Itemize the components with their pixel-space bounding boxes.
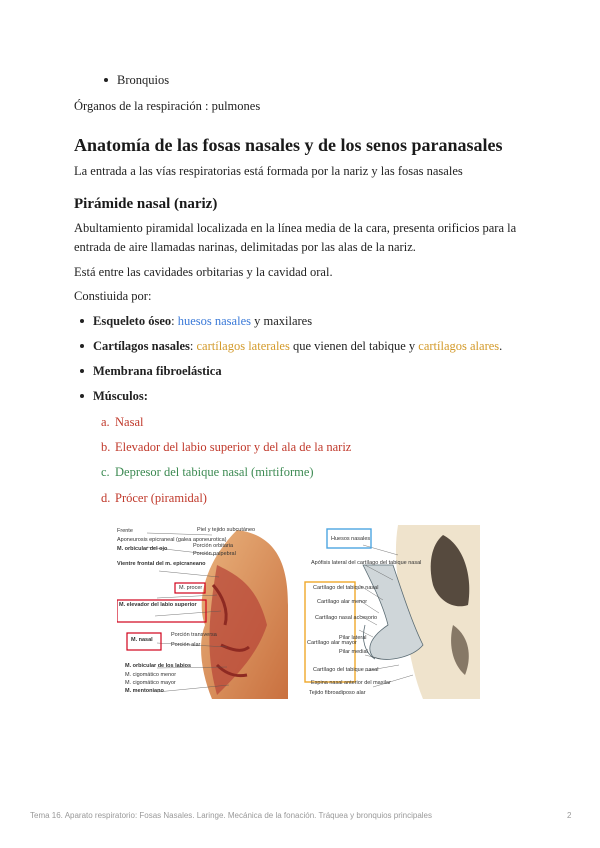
paragraph-line: entrada de aire llamadas narinas, delimitadas por las alas de la nariz. <box>74 240 416 254</box>
fig-label: M. procer <box>179 585 203 591</box>
organs-line: Órganos de la respiración : pulmones <box>74 99 261 113</box>
list-marker: c. <box>101 465 110 479</box>
fig-label: M. cigomático menor <box>125 672 177 678</box>
muscle-item <box>101 438 351 457</box>
muscle-name: Elevador del labio superior y del ala de la nariz <box>115 440 352 454</box>
fig-label: Aponeurosis epicraneal (galea aponeurotica) <box>117 537 227 543</box>
page-number: 2 <box>567 811 572 820</box>
fig-label: Vientre frontal del m. epicraneano <box>117 561 206 567</box>
bold-term: Músculos: <box>93 389 148 403</box>
link-cartilagos-alares[interactable]: cartílagos alares <box>418 339 500 353</box>
bullet-marker <box>80 319 84 323</box>
fig-label: Porción alar <box>171 642 201 648</box>
muscle-name: Depresor del tabique nasal (mirtiforme) <box>115 465 314 479</box>
fig-label: M. cigomático mayor <box>125 680 176 686</box>
paragraph: Constiuida por: <box>74 289 152 303</box>
bullet-bronquios <box>104 71 169 90</box>
section-intro: La entrada a las vías respiratorias está formada por la nariz y las fosas nasales <box>74 164 463 178</box>
separator: : <box>171 314 178 328</box>
muscle-item <box>101 413 143 432</box>
fig-label: Apófisis lateral del cartílago del tabique nasal <box>311 560 422 566</box>
bullet-text: Bronquios <box>117 73 170 87</box>
text: y maxilares <box>250 314 313 328</box>
list-item-esqueleto <box>80 312 312 331</box>
list-marker: d. <box>101 491 111 505</box>
list-item-membrana <box>80 362 222 381</box>
footer-text: Tema 16. Aparato respiratorio: Fosas Nasales. Laringe. Mecánica de la fonación. Tráquea y bronquios principales <box>30 811 433 820</box>
link-huesos-nasales[interactable]: huesos nasales <box>177 314 251 328</box>
subsection-title: Pirámide nasal (nariz) <box>74 196 218 212</box>
fig-label: Cartílago del tabique nasal <box>313 667 379 673</box>
fig-label: Piel y tejido subcutáneo <box>197 527 256 533</box>
fig-label: M. nasal <box>131 637 153 643</box>
list-marker: b. <box>101 440 111 454</box>
text: que vienen del tabique y <box>289 339 419 353</box>
list-marker: a. <box>101 415 110 429</box>
link-cartilagos-laterales[interactable]: cartílagos laterales <box>196 339 290 353</box>
nasal-cartilages-illustration <box>303 525 480 699</box>
muscle-item <box>101 463 314 482</box>
fig-label: Pilar lateral <box>339 635 367 641</box>
bullet-marker <box>80 344 84 348</box>
text: . <box>499 339 503 353</box>
bullet-marker <box>104 78 108 82</box>
fig-label: Cartílago del tabique nasal <box>313 585 379 591</box>
bold-term: Membrana fibroelástica <box>93 364 222 378</box>
fig-label: Tejido fibroadiposo alar <box>309 690 366 696</box>
fig-label: Cartílago nasal accesorio <box>315 615 378 621</box>
fig-label: Espina nasal anterior del maxilar <box>311 680 391 686</box>
fig-label: Cartílago alar menor <box>317 599 368 605</box>
fig-label: Porción transversa <box>171 632 217 638</box>
fig-label: M. elevador del labio superior <box>119 602 197 608</box>
facial-muscles-illustration <box>117 525 288 699</box>
paragraph-line: Abultamiento piramidal localizada en la línea media de la cara, presenta orificios para la <box>74 221 517 235</box>
fig-label: Cartílago alar mayor <box>307 640 357 646</box>
fig-label: M. mentoniano <box>125 688 164 694</box>
fig-label: M. orbicular del ojo <box>117 546 168 552</box>
section-title: Anatomía de las fosas nasales y de los senos paranasales <box>74 135 503 155</box>
muscle-name: Nasal <box>115 415 144 429</box>
bullet-marker <box>80 369 84 373</box>
fig-label: Porción orbitaria <box>193 543 234 549</box>
fig-label: Huesos nasales <box>331 536 371 542</box>
muscle-name: Prócer (piramidal) <box>115 491 207 505</box>
fig-label: Porción palpebral <box>193 551 236 557</box>
bold-term: Esqueleto óseo <box>93 314 172 328</box>
fig-label: M. orbicular de los labios <box>125 663 192 669</box>
list-item-cartilagos <box>80 337 502 356</box>
list-item-musculos <box>80 387 148 406</box>
bullet-marker <box>80 394 84 398</box>
fig-label: Frente <box>117 528 133 534</box>
separator: : <box>189 339 197 353</box>
paragraph: Está entre las cavidades orbitarias y la cavidad oral. <box>74 265 333 279</box>
fig-label: Pilar medial <box>339 649 368 655</box>
bold-term: Cartílagos nasales <box>93 339 190 353</box>
muscle-item <box>101 489 207 508</box>
